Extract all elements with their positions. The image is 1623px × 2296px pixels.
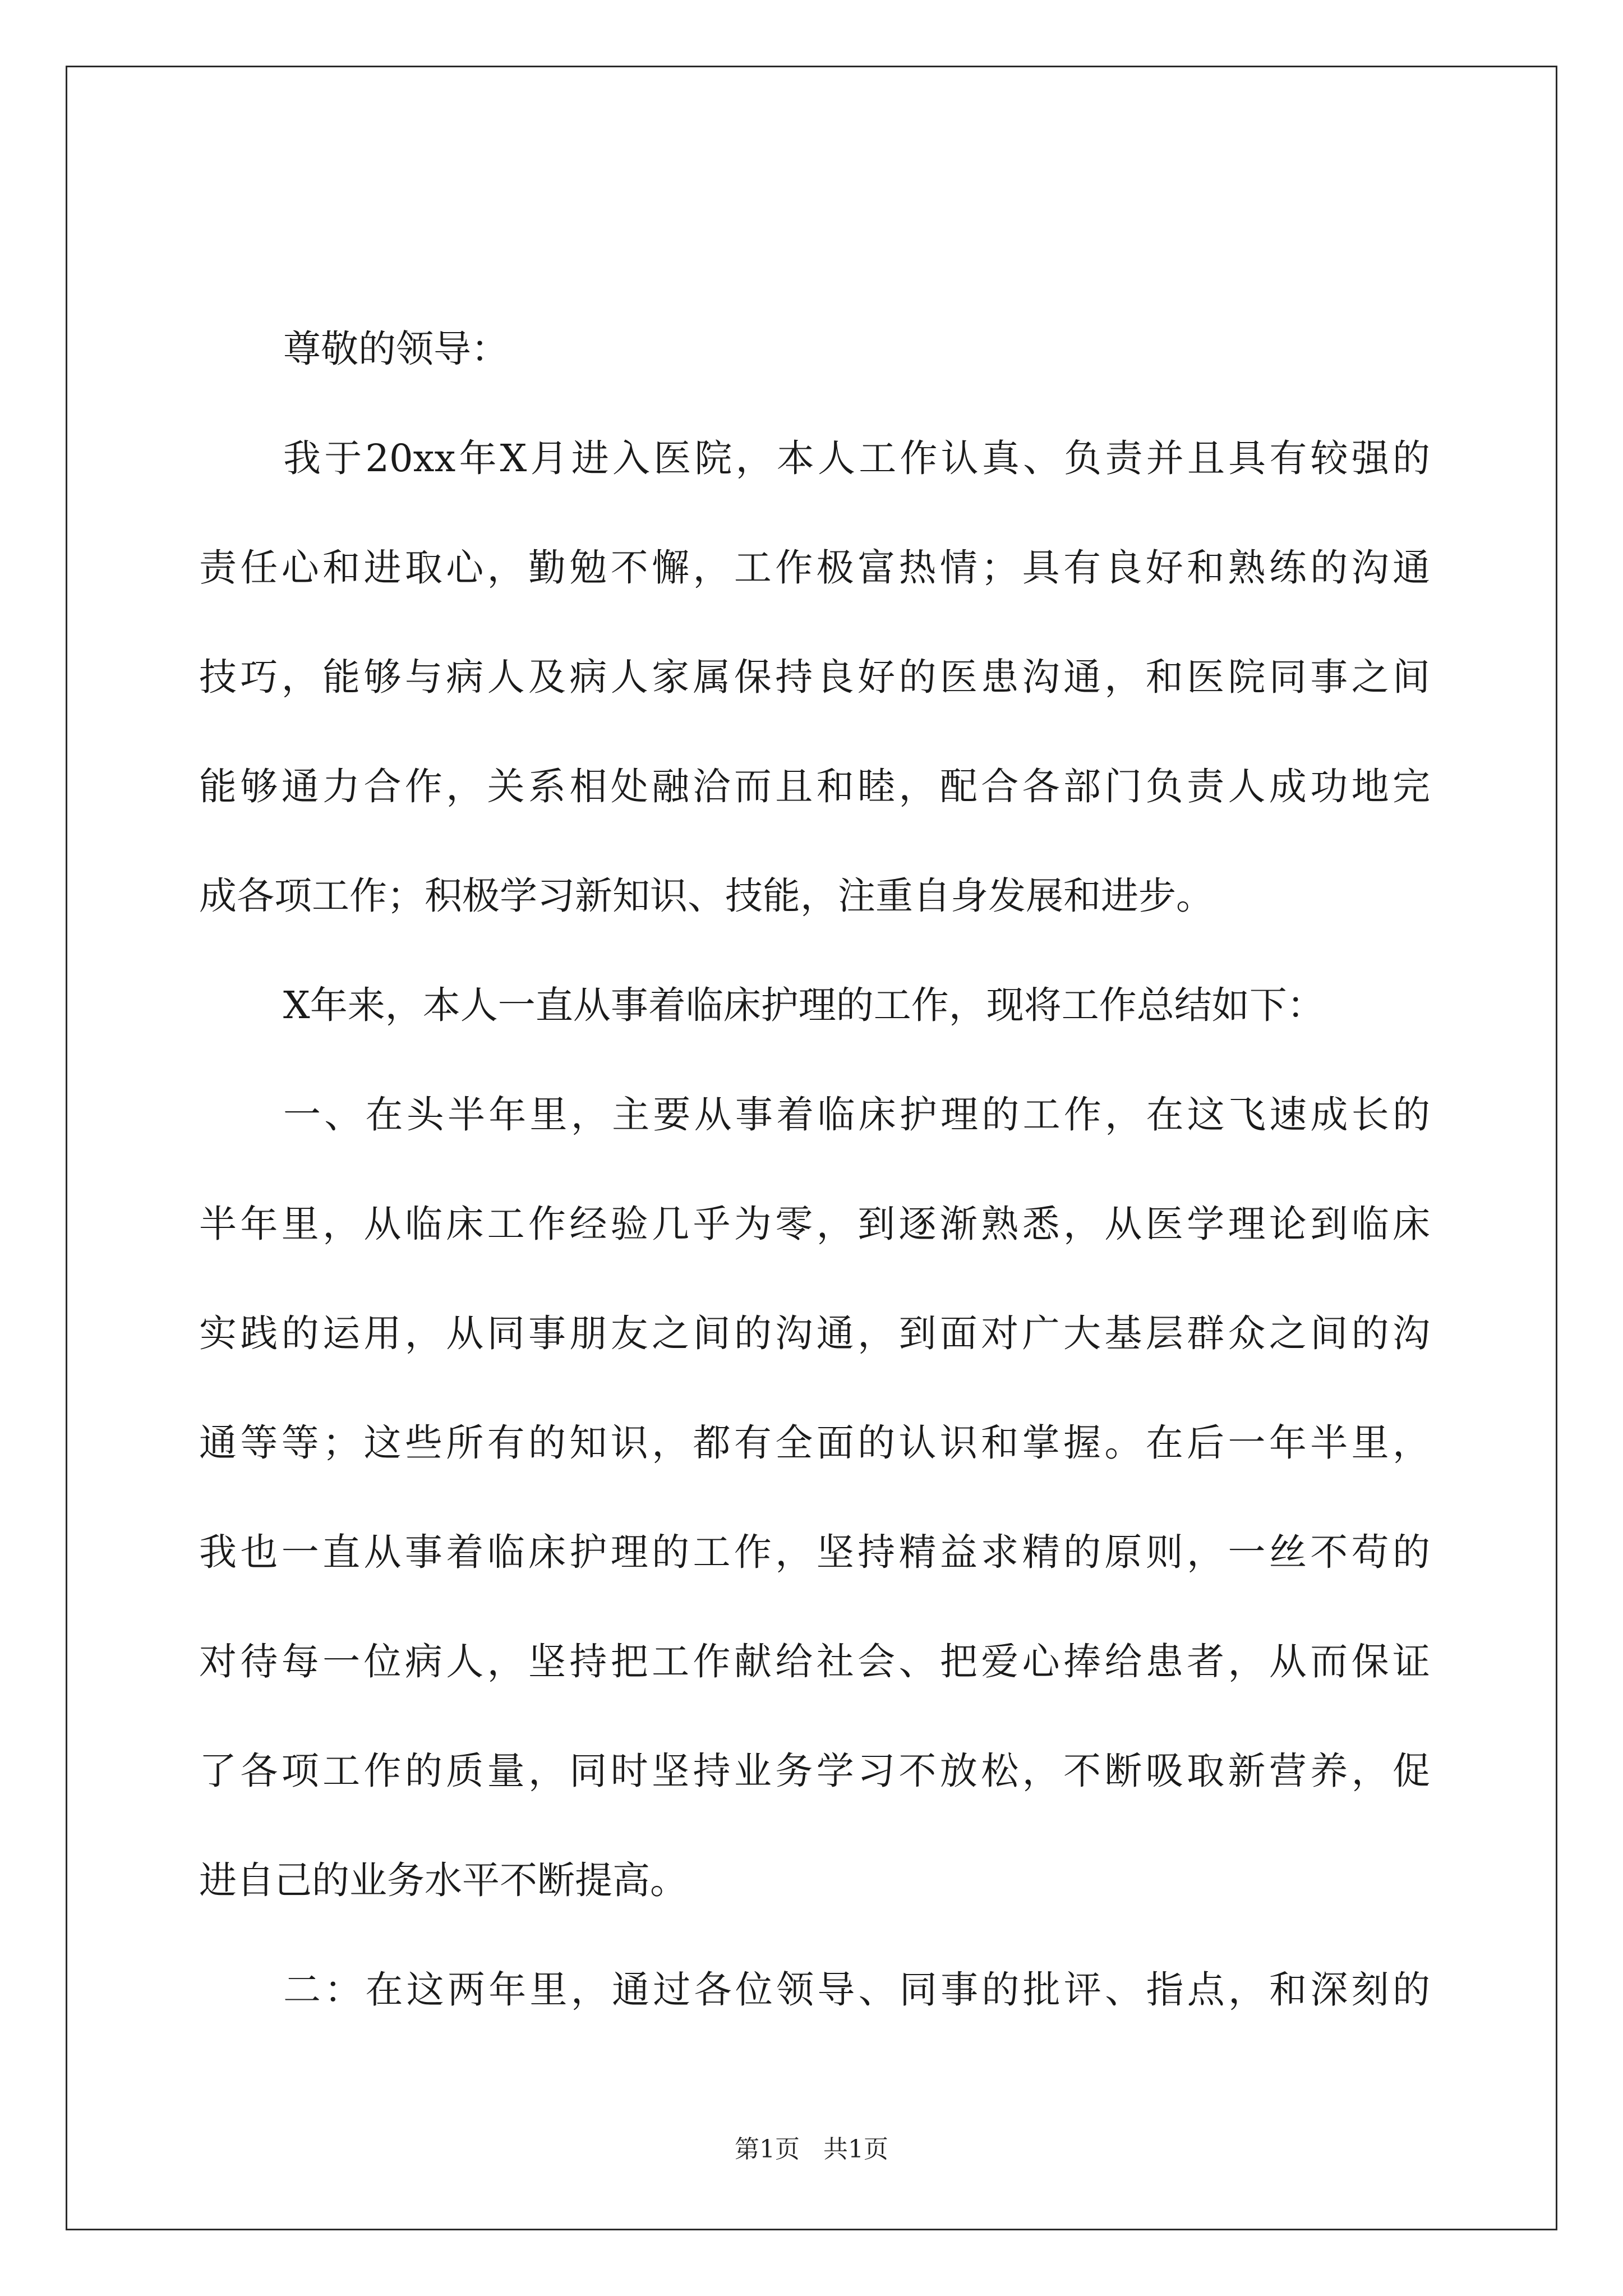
text-line: 我也一直从事着临床护理的工作，坚持精益求精的原则，一丝不苟的	[199, 1530, 1430, 1574]
text-line: 实践的运用，从同事朋友之间的沟通，到面对广大基层群众之间的沟	[199, 1312, 1430, 1355]
page-total: 共1页	[823, 2135, 888, 2164]
salutation: 尊敬的领导：	[283, 327, 509, 371]
paragraph-intro	[199, 404, 1430, 951]
text-line: 通等等；这些所有的知识，都有全面的认识和掌握。在后一年半里，	[199, 1421, 1430, 1465]
paragraph-summary-lead	[199, 951, 1430, 1060]
text-line: 技巧，能够与病人及病人家属保持良好的医患沟通，和医院同事之间	[199, 655, 1430, 699]
paragraph-section-one	[199, 1060, 1430, 1935]
text-line: X年来，本人一直从事着临床护理的工作，现将工作总结如下：	[283, 983, 1325, 1027]
page-footer	[0, 2129, 1623, 2165]
text-line: 能够通力合作，关系相处融洽而且和睦，配合各部门负责人成功地完	[199, 765, 1430, 808]
text-line: 成各项工作；积极学习新知识、技能，注重自身发展和进步。	[199, 874, 1214, 918]
text-line: 半年里，从临床工作经验几乎为零，到逐渐熟悉，从医学理论到临床	[199, 1202, 1430, 1246]
text-line: 对待每一位病人，坚持把工作献给社会、把爱心捧给患者，从而保证	[199, 1640, 1430, 1683]
text-line: 一、在头半年里，主要从事着临床护理的工作，在这飞速成长的	[283, 1093, 1430, 1137]
text-line: 进自己的业务水平不断提高。	[199, 1858, 688, 1902]
text-line: 责任心和进取心，勤勉不懈，工作极富热情；具有良好和熟练的沟通	[199, 546, 1430, 590]
paragraph-section-two	[199, 1935, 1430, 2045]
text-line: 我于20xx年X月进入医院，本人工作认真、负责并且具有较强的	[283, 436, 1430, 480]
page-number: 第1页	[735, 2135, 800, 2164]
text-line: 二：在这两年里，通过各位领导、同事的批评、指点，和深刻的	[283, 1968, 1430, 2012]
document-body	[199, 295, 1430, 2045]
text-line: 了各项工作的质量，同时坚持业务学习不放松，不断吸取新营养，促	[199, 1749, 1430, 1793]
